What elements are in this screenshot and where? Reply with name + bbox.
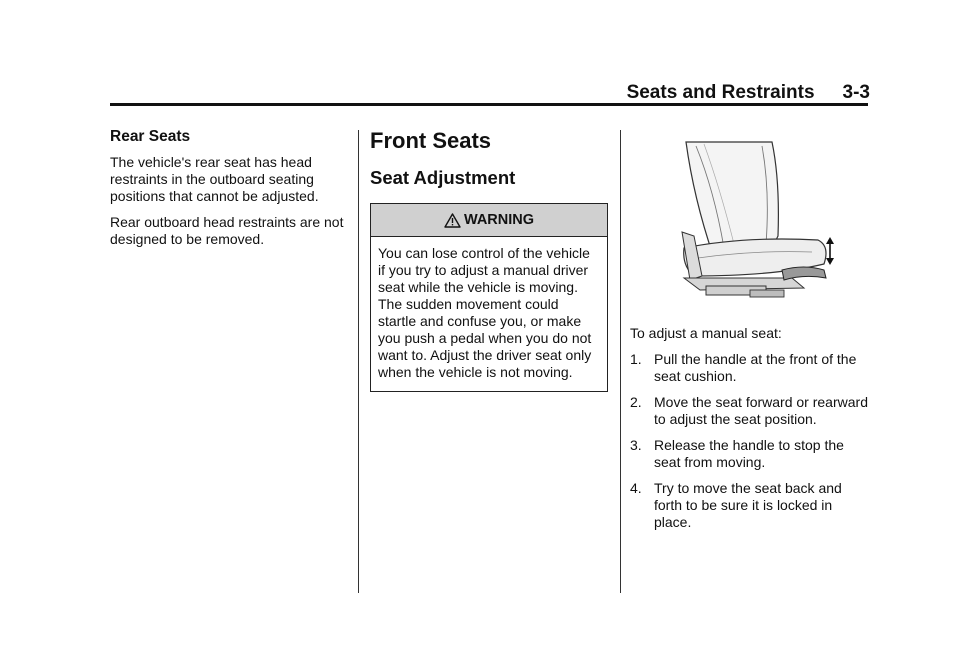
header-rule xyxy=(110,103,868,106)
column-divider xyxy=(620,130,621,593)
warning-text: You can lose control of the vehicle if you try to adjust a manual driver seat while the vehicle is moving. The sudden movement could startle and confuse you, or make you push a pedal when you do not want to. Adjust the driver seat only when the vehicle is not moving. xyxy=(378,245,592,380)
seat-adjustment-heading: Seat Adjustment xyxy=(370,167,516,188)
list-item xyxy=(630,394,870,428)
section-title: Seats and Restraints xyxy=(626,82,815,103)
front-seats-heading: Front Seats xyxy=(370,128,492,153)
warning-box xyxy=(370,203,608,392)
step-number: 1. xyxy=(630,351,642,367)
steps-list xyxy=(630,351,870,531)
front-seats-section xyxy=(370,128,610,392)
step-number: 2. xyxy=(630,394,642,410)
manual-seat-section xyxy=(630,140,870,540)
rear-seats-paragraph: Rear outboard head restraints are not designed to be removed. xyxy=(110,214,344,247)
column-divider xyxy=(358,130,359,593)
list-item xyxy=(630,437,870,471)
warning-title: WARNING xyxy=(463,212,535,228)
step-text: Release the handle to stop the seat from moving. xyxy=(654,437,844,470)
step-number: 4. xyxy=(630,480,642,496)
seat-illustration xyxy=(654,140,854,305)
rear-seats-section xyxy=(110,128,345,257)
steps-intro: To adjust a manual seat: xyxy=(630,325,782,341)
page-number: 3-3 xyxy=(842,82,870,103)
warning-header xyxy=(371,204,607,237)
list-item xyxy=(630,480,870,531)
rear-seats-paragraph: The vehicle's rear seat has head restraints in the outboard seating positions that cannot be adjusted. xyxy=(110,154,319,204)
list-item xyxy=(630,351,870,385)
warning-icon xyxy=(444,213,461,228)
page-header xyxy=(110,82,870,104)
step-number: 3. xyxy=(630,437,642,453)
step-text: Move the seat forward or rearward to adjust the seat position. xyxy=(654,394,868,427)
step-text: Pull the handle at the front of the seat cushion. xyxy=(654,351,857,384)
rear-seats-heading: Rear Seats xyxy=(110,128,191,145)
step-text: Try to move the seat back and forth to be sure it is locked in place. xyxy=(654,480,842,530)
